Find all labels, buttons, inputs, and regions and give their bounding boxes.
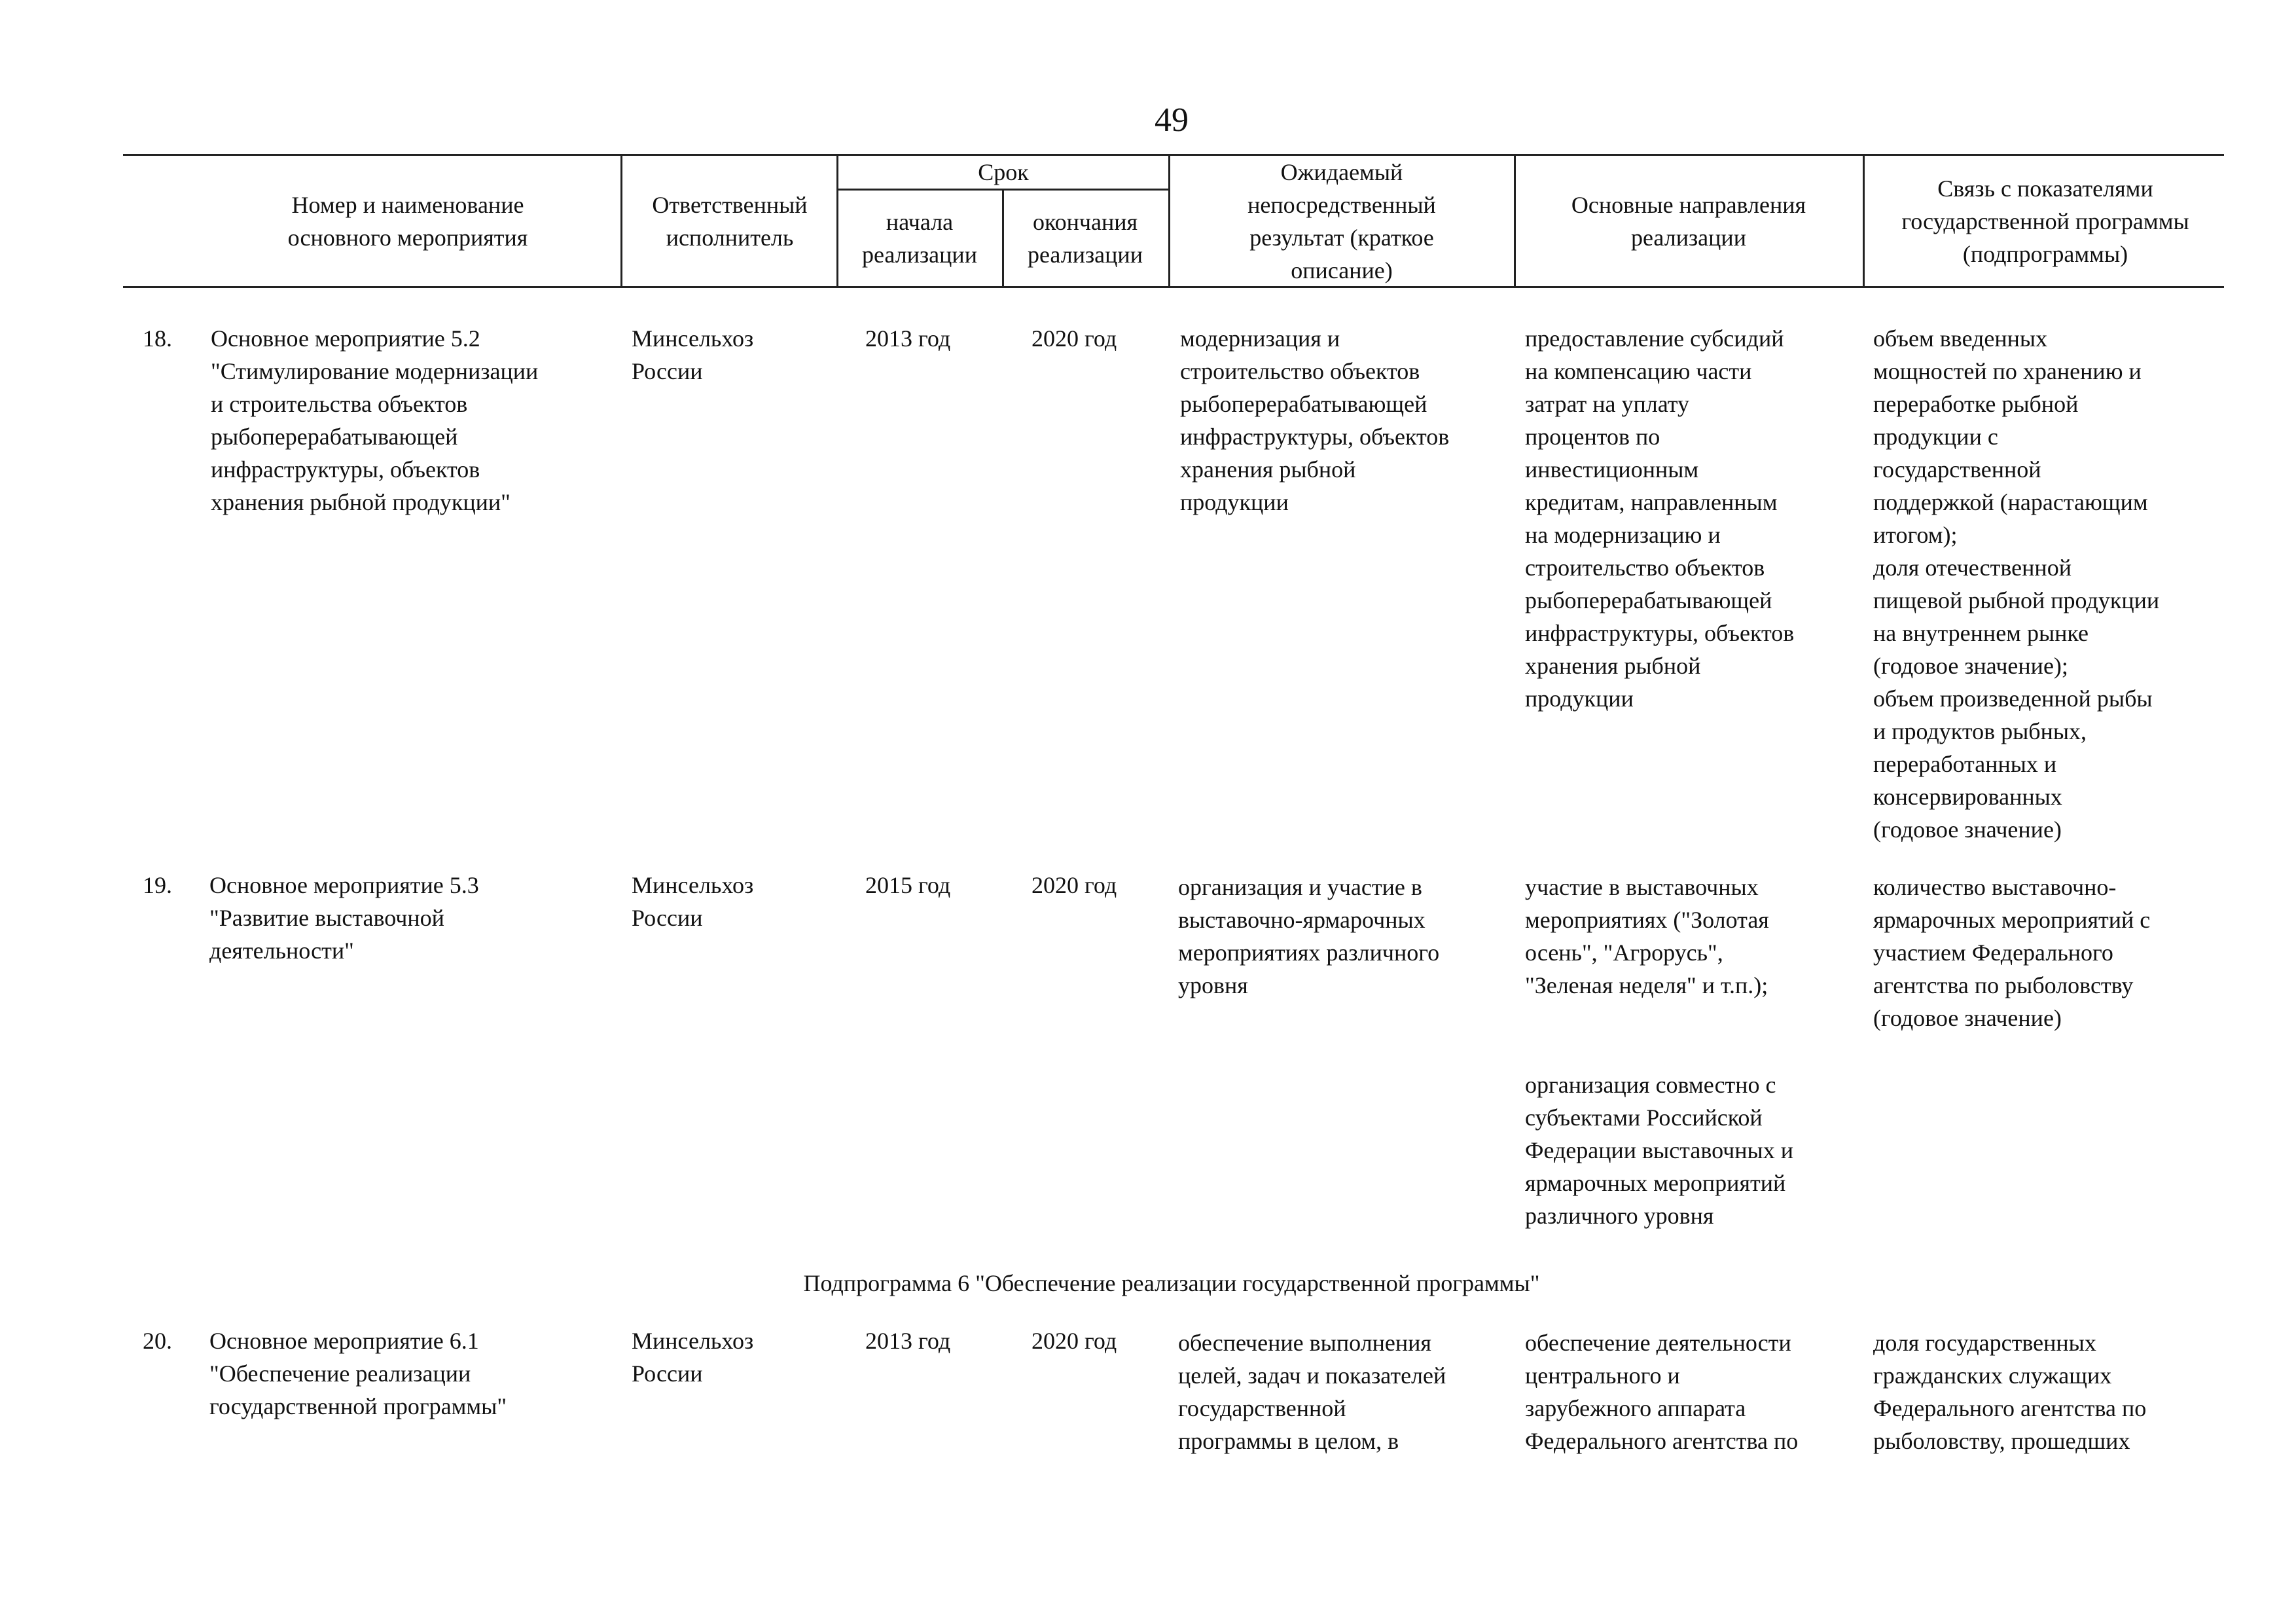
- header-name-text: Номер и наименование основного мероприятия: [287, 191, 528, 251]
- row-20-number: 20.: [143, 1328, 172, 1354]
- row-18-number: 18.: [143, 325, 172, 352]
- header-bottom-border: [123, 286, 2224, 288]
- header-term-text: Срок: [978, 159, 1029, 185]
- row-18-executor: Минсельхоз России: [632, 325, 754, 384]
- header-end-text: окончания реализации: [1028, 209, 1143, 268]
- header-divider-4: [1168, 154, 1170, 286]
- row-19-result: организация и участие в выставочно-ярмарочных мероприятиях различного уровня: [1178, 874, 1440, 998]
- header-executor: [625, 156, 834, 286]
- row-19-directions-extra: организация совместно с субъектами Российской Федерации выставочных и ярмарочных мероприятий различного уровня: [1525, 1072, 1793, 1229]
- row-18-directions: предоставление субсидий на компенсацию части затрат на уплату процентов по инвестиционным кредитам, направленным на модернизацию и строительство объектов рыбоперерабатывающей инфраструктуры, объектов хранения рыбной продукции: [1525, 325, 1795, 712]
- row-20-directions: обеспечение деятельности центрального и зарубежного аппарата Федерального агентства по: [1525, 1330, 1799, 1454]
- row-20-name: Основное мероприятие 6.1 "Обеспечение реализации государственной программы": [209, 1328, 507, 1419]
- header-start: [844, 191, 995, 286]
- row-18-result: модернизация и строительство объектов рыбоперерабатывающей инфраструктуры, объектов хранения рыбной продукции: [1180, 325, 1450, 515]
- row-19-executor: Минсельхоз России: [632, 872, 754, 931]
- row-20-result: обеспечение выполнения целей, задач и показателей государственной программы в целом, в: [1178, 1330, 1446, 1454]
- header-divider-1: [620, 154, 622, 286]
- header-result-text: Ожидаемый непосредственный результат (краткое описание): [1247, 158, 1436, 283]
- header-link: [1869, 156, 2222, 286]
- header-start-text: начала реализации: [862, 209, 977, 268]
- header-divider-3: [1002, 189, 1004, 286]
- row-20-end: 2020 год: [1031, 1328, 1117, 1354]
- page-number: 49: [1155, 101, 1189, 139]
- header-divider-5: [1514, 154, 1516, 286]
- row-20-link: доля государственных гражданских служащих Федерального агентства по рыболовству, прошедших: [1873, 1330, 2147, 1454]
- header-divider-6: [1863, 154, 1865, 286]
- row-20-executor: Минсельхоз России: [632, 1328, 754, 1387]
- row-19-number: 19.: [143, 872, 172, 898]
- header-link-text: Связь с показателями государственной программы (подпрограммы): [1901, 175, 2189, 267]
- row-19-name: Основное мероприятие 5.3 "Развитие выставочной деятельности": [209, 872, 479, 964]
- row-18-link: объем введенных мощностей по хранению и переработке рыбной продукции с государственной поддержкой (нарастающим итогом); доля отечественной пищевой рыбной продукции на внутреннем рынке (годовое значение); объем произведенной рыбы и продуктов рыбных, переработанных и консервированных (годовое значение): [1873, 325, 2160, 843]
- subprogram-title: Подпрограмма 6 "Обеспечение реализации государственной программы": [803, 1270, 1540, 1296]
- row-19-end: 2020 год: [1031, 872, 1117, 898]
- header-directions-text: Основные направления реализации: [1571, 191, 1806, 251]
- header-term: [838, 156, 1168, 189]
- header-name: [254, 156, 562, 286]
- row-19-link: количество выставочно- ярмарочных мероприятий с участием Федерального агентства по рыболовству (годовое значение): [1873, 874, 2151, 1031]
- row-19-directions: участие в выставочных мероприятиях ("Золотая осень", "Агрорусь", "Зеленая неделя" и т.п.);: [1525, 874, 1769, 998]
- header-end: [1007, 191, 1164, 286]
- row-18-end: 2020 год: [1031, 325, 1117, 352]
- row-18-name: Основное мероприятие 5.2 "Стимулирование модернизации и строительства объектов рыбоперерабатывающей инфраструктуры, объектов хранения рыбной продукции": [211, 325, 539, 515]
- row-18-start: 2013 год: [865, 325, 951, 352]
- row-19-start: 2015 год: [865, 872, 951, 898]
- row-20-start: 2013 год: [865, 1328, 951, 1354]
- header-result: [1204, 156, 1479, 286]
- header-directions: [1532, 156, 1846, 286]
- header-executor-text: Ответственный исполнитель: [652, 191, 808, 251]
